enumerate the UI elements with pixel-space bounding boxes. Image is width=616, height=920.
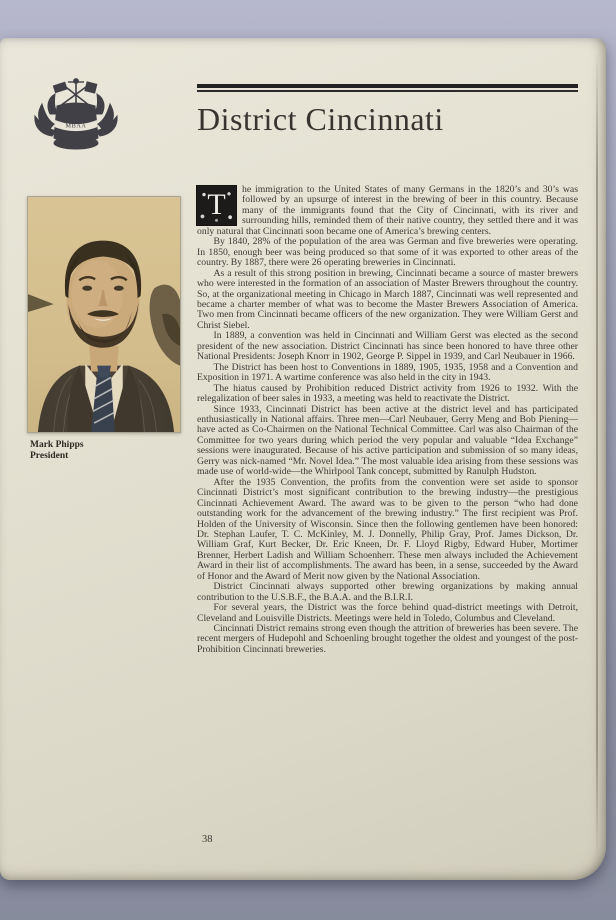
paragraph: For several years, the District was the force behind quad-district meetings with Detroit, Cleveland and Louisville Districts. Meetings were held in Toledo, Columbus and Cleveland. bbox=[197, 602, 578, 624]
caption-role: President bbox=[30, 451, 69, 461]
headline-rule-thick bbox=[197, 84, 578, 88]
headline-block bbox=[197, 84, 578, 138]
paragraph-text: he immigration to the United States of many Germans in the 1820’s and 30’s was followed by an upsurge of interest in the brewing of beer in this country. Because many of the immigrants found that the City of Cincinnati, with its river and surrounding hills, reminded them of their native country, they settled there and it was only natural that Cincinnati soon became one of America’s brewing centers. bbox=[197, 184, 578, 237]
paragraph: The hiatus caused by Prohibition reduced District activity from 1926 to 1932. With the relegalization of beer sales in 1933, a meeting was held to reactivate the District. bbox=[197, 382, 578, 405]
mbaa-barrel-icon bbox=[30, 76, 122, 158]
headline-rule-thin bbox=[197, 90, 578, 92]
decorative-dropcap: T bbox=[197, 186, 236, 225]
book-page bbox=[0, 38, 606, 880]
mbaa-logo bbox=[30, 76, 122, 158]
paragraph: In 1889, a convention was held in Cincinnati and William Gerst was elected as the second president of the new association. District Cincinnati has since been honored to have three other National Presidents: Joseph Knorr in 1902, George P. Sippel in 1939, and Carl Neubauer in 1966. bbox=[197, 330, 578, 363]
paragraph: As a result of this strong position in brewing, Cincinnati became a source of master brewers who were interested in the formation of an association of Master Brewers throughout the country. So, at the organizational meeting in Chicago in March 1887, Cincinnati was well represented and became a charter member of what was to become the Master Brewers Association of America. Two men from Cincinnati became officers of the new organization. They were William Gerst and Christ Siebel. bbox=[197, 267, 578, 331]
paragraph: Cincinnati District remains strong even though the attrition of breweries has been severe. The recent mergers of Hudepohl and Schoenling brought together the oldest and youngest of the post-Prohibition Cincinnati breweries. bbox=[197, 623, 578, 655]
page-edge-shadow bbox=[596, 52, 598, 862]
paragraph: District Cincinnati always supported other brewing organizations by making annual contribution to the U.S.B.F., the B.A.A. and the B.I.R.I. bbox=[197, 581, 578, 603]
photo-caption bbox=[30, 440, 180, 462]
president-portrait-photo bbox=[27, 196, 181, 433]
paragraph: By 1840, 28% of the population of the area was German and five breweries were operating. In 1850, enough beer was being produced so that some of it was exported to other areas of the country. By 1887, there were 26 operating breweries in Cincinnati. bbox=[197, 236, 578, 269]
svg-text:MBAA: MBAA bbox=[65, 122, 87, 130]
paragraph bbox=[197, 185, 578, 237]
paragraph: After the 1935 Convention, the profits from the convention were set aside to sponsor Cincinnati District’s most significant contribution to the brewing industry—the prestigious Cincinnati Achievement Award. The award was to be given to the person “who had done outstanding work for the advancement of the brewing industry.” The first recipient was Prof. Holden of the University of Wisconsin. Since then the following gentlemen have been honored: Dr. Stephan Laufer, T. C. McKinley, M. J. Donnelly, Philip Gray, Prof. James Dickson, Dr. William Graf, Kurt Becker, Dr. Eric Kneen, Dr. F. Lloyd Rigby, Edward Huber, Mortimer Brenner, Herbert Ladish and William Schoenherr. These men always included the Achievement Award in their list of accomplishments. The award has been, in a sense, succeeded by the Award of Honor and the Award of Merit now given by the National Association. bbox=[197, 476, 578, 582]
paragraph: Since 1933, Cincinnati District has been active at the district level and has participated enthusiastically in National affairs. Three men—Carl Neubauer, Gerry Meng and Bob Piening—have acted as Co-Chairmen on the National Technical Committee. Carl was also Chairman of the Committee for two years during which period the very popular and valuable “Idea Exchange” sessions were inaugurated. Because of his active participation and submission of so many ideas, Gerry was nick-named “Mr. Novel Idea.” The most valuable idea arising from these sessions was made use of world-wide—the Whirlpool Tank concept, submitted by Ranulph Hudston. bbox=[197, 403, 578, 478]
paragraph: The District has been host to Conventions in 1889, 1905, 1935, 1958 and a Convention and Exposition in 1971. A wartime conference was also held in the city in 1943. bbox=[197, 361, 578, 384]
article-body bbox=[197, 185, 578, 655]
caption-name: Mark Phipps bbox=[30, 440, 84, 450]
page-title: District Cincinnati bbox=[197, 101, 444, 137]
portrait-illustration bbox=[28, 197, 180, 432]
page-number: 38 bbox=[202, 834, 213, 845]
